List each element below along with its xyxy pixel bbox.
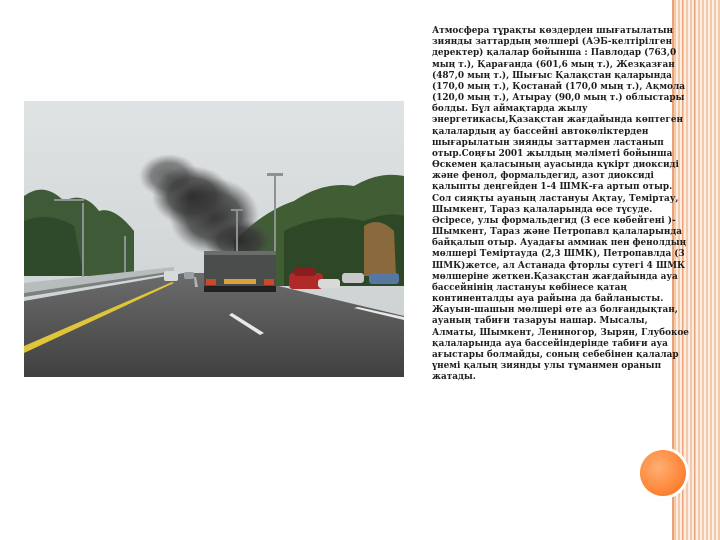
body-text: Атмосфера тұрақты көздерден шығатылатын зиянды заттардың мөлшері (АЭБ-келтірілген деректер) қалалар бойынша : Павлодар (763,0 мың т.), Қарағанда (601,6 мың т.), Жезқазған (487,0 мың т.), Шығыс Қалақстан қаларында (170,0 мың т.), Қостанай (170,0 мың т.), Ақмола (120,0 мың т.), Атырау (90,0 мың т.) облыстары болды. Бұл аймақтарда жылу энергетикасы,Қазақстан жағдайында көптеген қалалардың ау бассейні автокөліктерден шығарылатын зиянды заттармен ластанып отыр.Соңғы 2001 жылдың мәліметі бойынша Өскемен қаласының ауасында күкірт диоксиді және фенол, формальдегид, азот диоксиді қалыпты деңгейден 1-4 ШМК-ға артып отыр. Сол сияқты ауаның ластануы Ақтау, Теміртау, Шымкент, Тараз қалаларында өсе түсуде. Әсіресе, улы формальдегид (3 есе көбейгені )-Шымкент, Тараз және Петропавл қалаларында байқалып отыр. Ауадағы аммиак пен фенолдың мөлшері Теміртауда (2,3 ШМК), Петропавлда (3 ШМК)жетсе, ал Астанада фторлы сутегі 4 ШМК мөлшеріне жеткен.Қазақстан жағдайында ауа бассейнінің ластануы көбінесе қатаң континенталды ауа райына да байланысты. Жауын-шашын мөлшері өте аз болғандықтан, ауаның табиғи тазаруы нашар. Мысалы, Алматы, Шымкент, Лениногор, Зырян, Глубокое қалаларында ауа бассейіндерінде табиғи ауа ағыстары болмайды, соның себебінен қалалар үнемі қалың зиянды улы тұманмен оранып жатады. (432, 26, 689, 383)
accent-circle (640, 450, 686, 496)
pollution-photo (24, 101, 404, 377)
truck-exhaust-image (24, 101, 404, 377)
stripe-line (694, 0, 695, 540)
